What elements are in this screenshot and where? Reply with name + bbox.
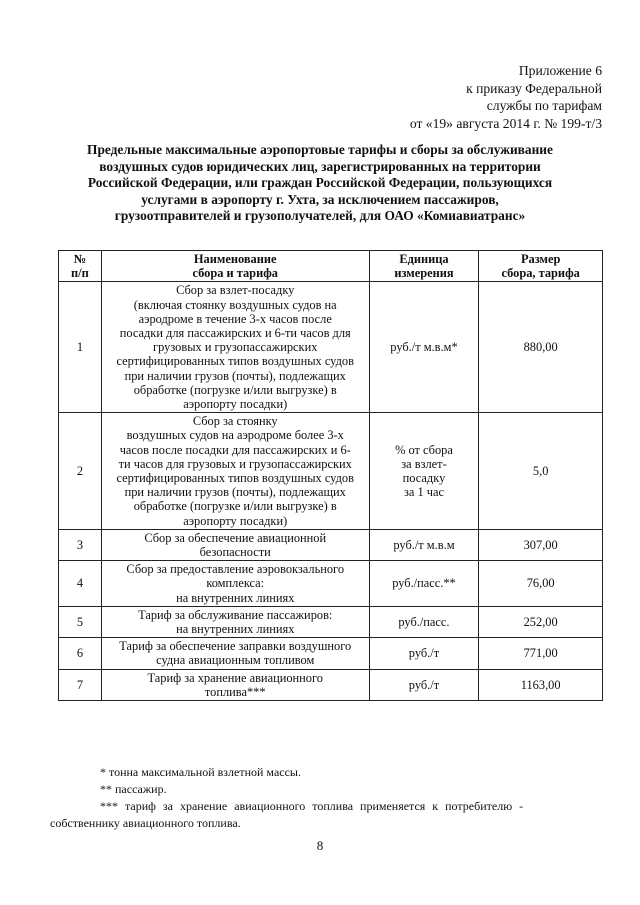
annex-line: службы по тарифам <box>486 98 602 113</box>
row-unit: руб./т м.в.м <box>369 529 479 560</box>
row-unit: руб./т <box>369 669 479 700</box>
table-row <box>59 413 603 530</box>
row-name: Сбор за обеспечение авиационной безопасности <box>101 529 369 560</box>
title-line: Российской Федерации, или граждан Российской Федерации, пользующихся <box>87 175 553 190</box>
row-number: 5 <box>59 606 102 637</box>
row-value: 307,00 <box>479 529 603 560</box>
table-header-row <box>59 251 603 282</box>
title-line: Предельные максимальные аэропортовые тарифы и сборы за обслуживание <box>87 142 553 157</box>
title-line: услугами в аэропорту г. Ухта, за исключением пассажиров, <box>141 191 499 207</box>
header-value: Размер сбора, тарифа <box>479 251 603 282</box>
row-name: Тариф за обслуживание пассажиров: на внутренних линиях <box>101 606 369 637</box>
footnotes <box>50 764 610 832</box>
document-title <box>40 142 600 225</box>
table-row <box>59 529 603 560</box>
row-value: 252,00 <box>479 606 603 637</box>
annex-line: от «19» августа 2014 г. № 199-т/3 <box>409 115 602 131</box>
row-number: 1 <box>59 282 102 413</box>
row-name: Тариф за обеспечение заправки воздушного судна авиационным топливом <box>101 638 369 669</box>
row-value: 5,0 <box>479 413 603 530</box>
row-number: 2 <box>59 413 102 530</box>
row-name: Сбор за взлет-посадку (включая стоянку воздушных судов на аэродроме в течение 3-х часов после посадки для пассажирских и 6-ти часов для грузовых и грузопассажирских сертифицированных типов воздушных судов при наличии грузов (почты), подлежащих обработке (погрузке и/или выгрузке) в аэропорту посадки) <box>101 282 369 413</box>
row-value: 76,00 <box>479 561 603 607</box>
row-unit: % от сбора за взлет- посадку за 1 час <box>369 413 479 530</box>
row-number: 4 <box>59 561 102 607</box>
footnote-3: *** тариф за хранение авиационного топлива применяется к потребителю - <box>100 799 524 813</box>
table-row <box>59 606 603 637</box>
title-line: воздушных судов юридических лиц, зарегистрированных на территории <box>99 158 541 174</box>
row-unit: руб./пасс.** <box>369 561 479 607</box>
row-name: Тариф за хранение авиационного топлива*** <box>101 669 369 700</box>
row-name: Сбор за предоставление аэровокзального комплекса: на внутренних линиях <box>101 561 369 607</box>
row-number: 7 <box>59 669 102 700</box>
row-unit: руб./пасс. <box>369 606 479 637</box>
annex-line: Приложение 6 <box>518 63 602 78</box>
page-number: 8 <box>316 838 324 853</box>
table-row <box>59 282 603 413</box>
row-unit: руб./т м.в.м* <box>369 282 479 413</box>
tariffs-table <box>58 250 603 701</box>
table-row <box>59 561 603 607</box>
header-name: Наименование сбора и тарифа <box>101 251 369 282</box>
row-value: 880,00 <box>479 282 603 413</box>
row-value: 1163,00 <box>479 669 603 700</box>
table-row <box>59 669 603 700</box>
footnote-2: ** пассажир. <box>100 782 167 796</box>
row-number: 6 <box>59 638 102 669</box>
row-unit: руб./т <box>369 638 479 669</box>
row-value: 771,00 <box>479 638 603 669</box>
annex-reference <box>410 62 602 132</box>
footnote-1: * тонна максимальной взлетной массы. <box>100 765 301 779</box>
table-row <box>59 638 603 669</box>
header-unit: Единица измерения <box>369 251 479 282</box>
row-number: 3 <box>59 529 102 560</box>
footnote-3-continuation: собственнику авиационного топлива. <box>50 816 241 830</box>
row-name: Сбор за стоянку воздушных судов на аэродроме более 3-х часов после посадки для пассажирских и 6- ти часов для грузовых и грузопассажирских сертифицированных типов воздушных судов при наличии грузов (почты), подлежащих обработке (погрузке и/или выгрузке) в аэропорту посадки) <box>101 413 369 530</box>
title-line: грузоотправителей и грузополучателей, для ОАО «Комиавиатранс» <box>114 208 526 223</box>
annex-line: к приказу Федеральной <box>466 80 602 96</box>
header-num: № п/п <box>59 251 102 282</box>
